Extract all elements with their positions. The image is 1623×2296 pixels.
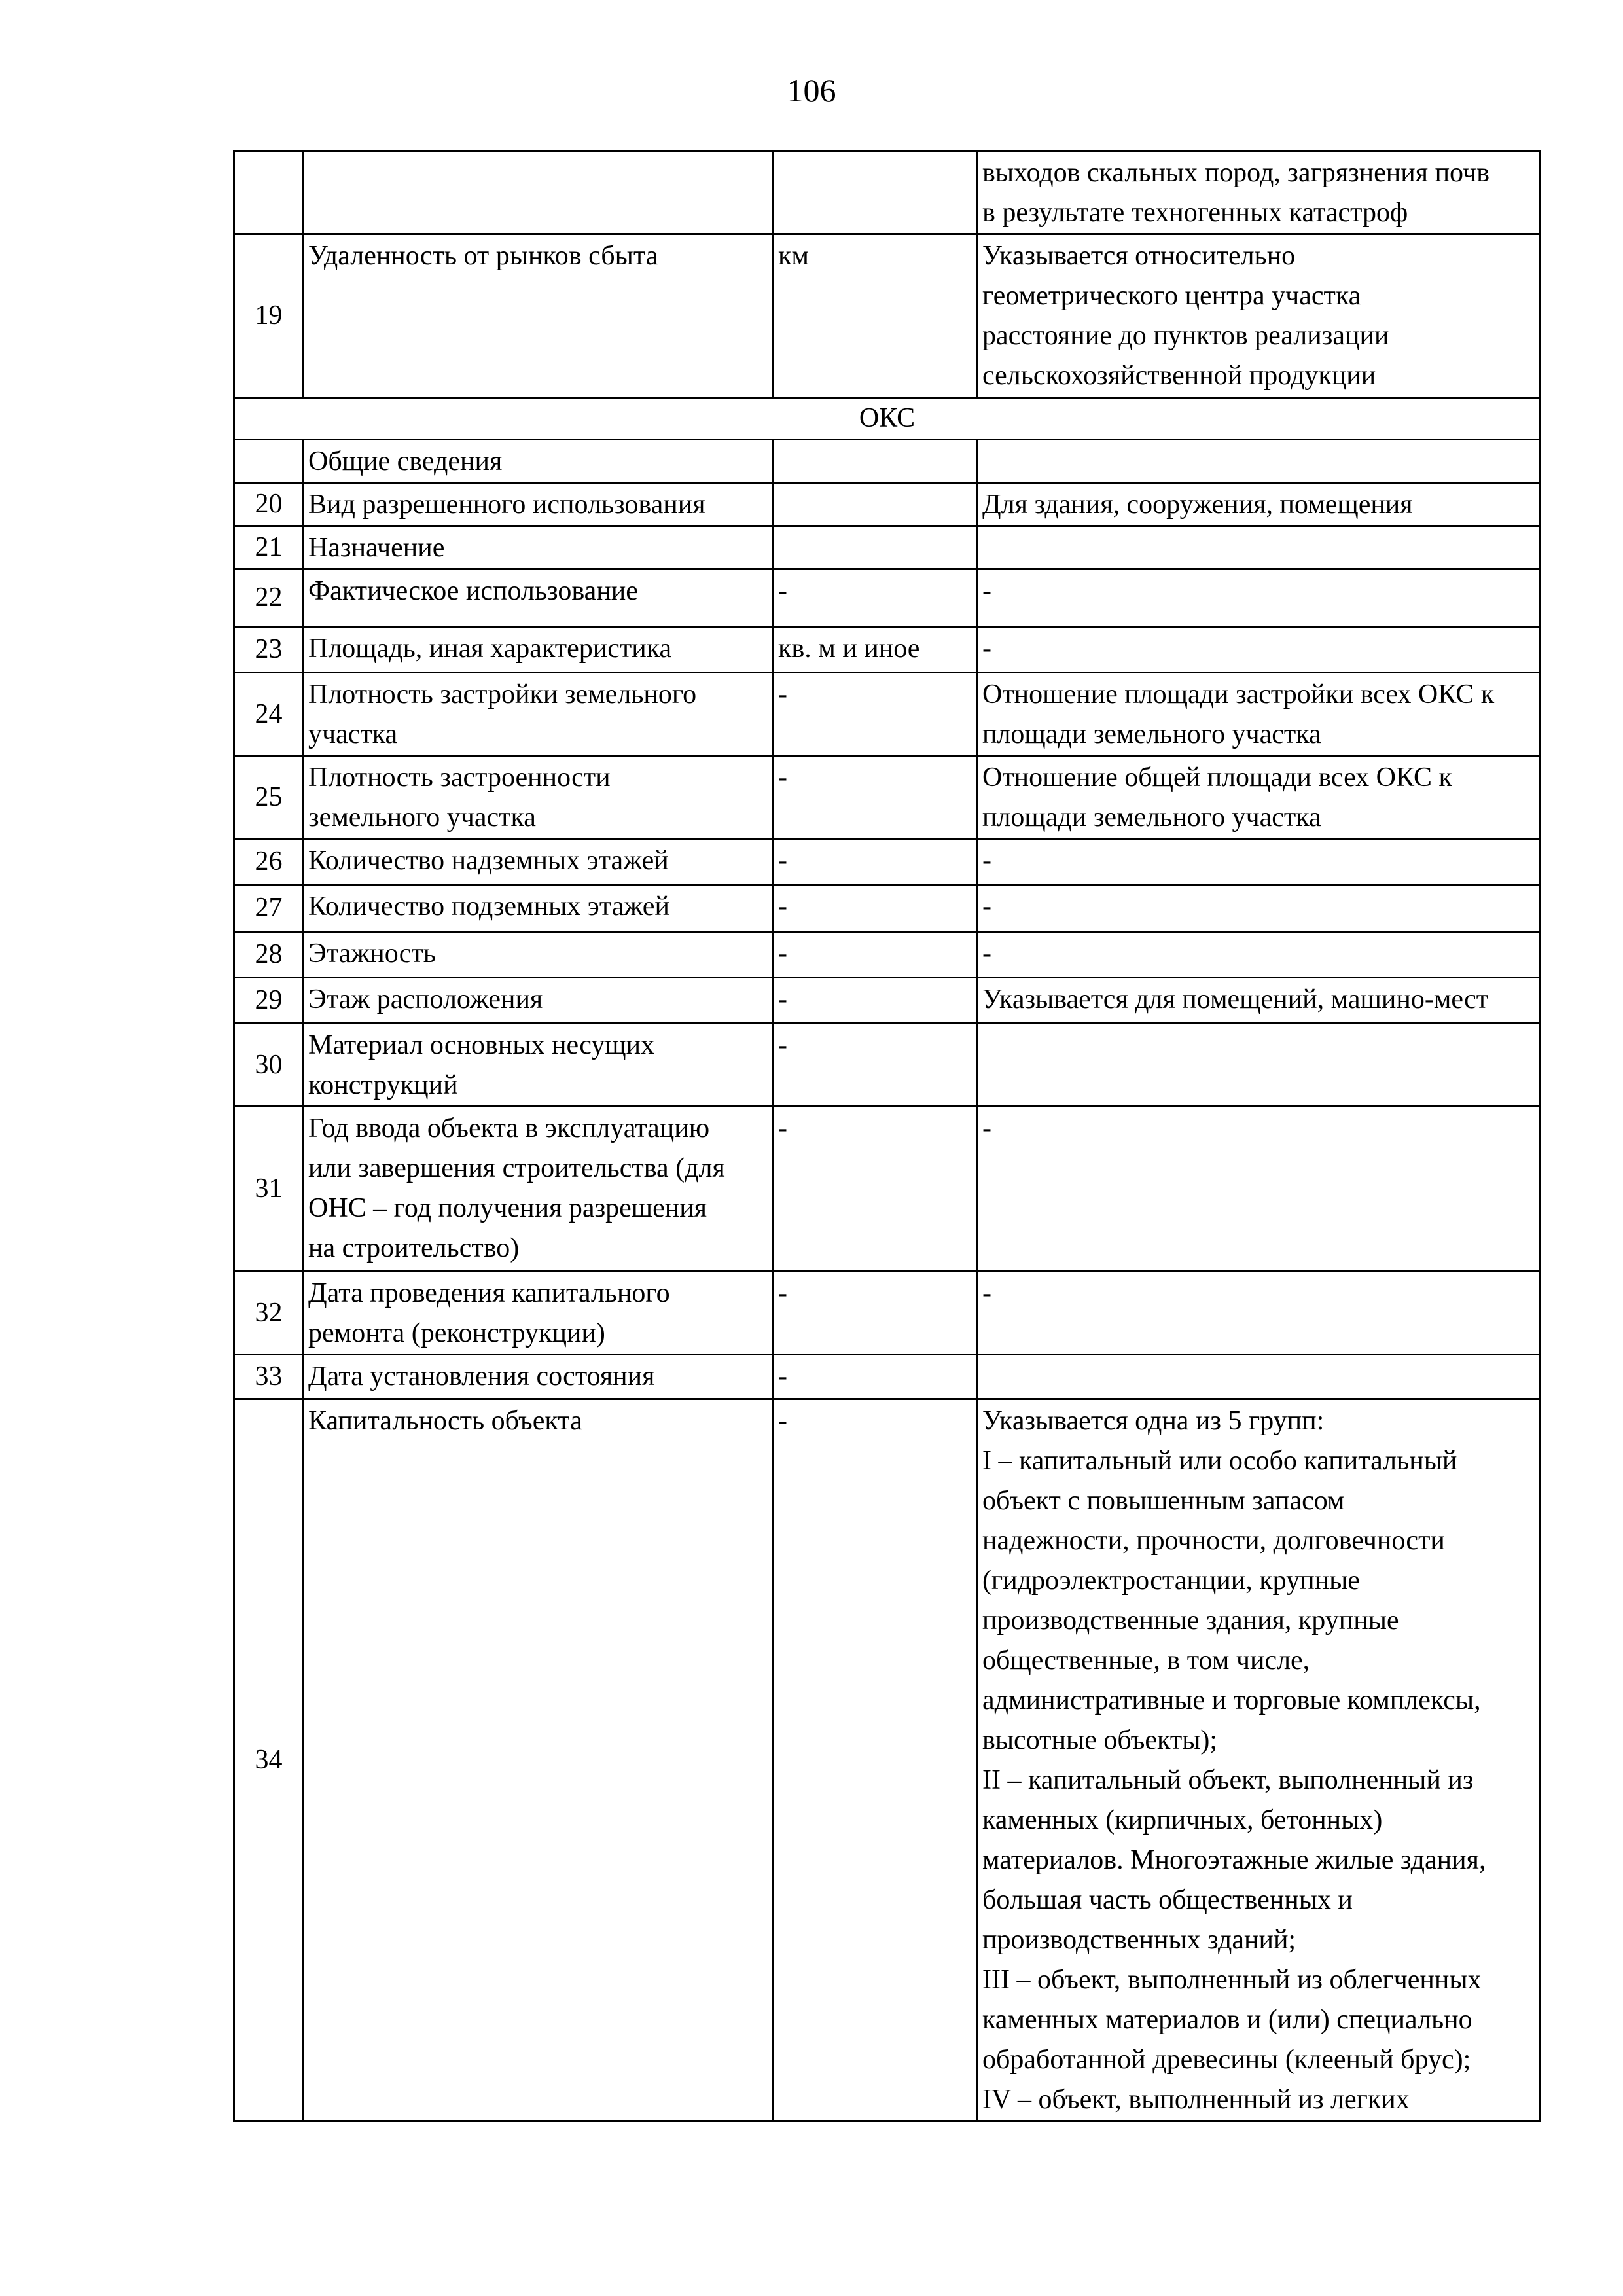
row-note: Отношение площади застройки всех ОКС к площади земельного участка	[978, 673, 1541, 756]
row-name: Дата проведения капитального ремонта (реконструкции)	[304, 1272, 774, 1355]
row-unit: -	[774, 1107, 978, 1272]
row-note	[978, 440, 1541, 483]
row-number: 28	[234, 932, 304, 978]
section-header-row	[234, 398, 1541, 440]
row-unit: -	[774, 673, 978, 756]
row-name: Назначение	[304, 526, 774, 569]
table-row	[234, 569, 1541, 627]
row-unit: -	[774, 1399, 978, 2121]
row-number: 24	[234, 673, 304, 756]
row-name: Этаж расположения	[304, 978, 774, 1024]
row-number: 19	[234, 234, 304, 398]
row-name: Общие сведения	[304, 440, 774, 483]
row-name: Год ввода объекта в эксплуатацию или завершения строительства (для ОНС – год получения разрешения на строительство)	[304, 1107, 774, 1272]
row-unit: -	[774, 569, 978, 627]
table-row	[234, 978, 1541, 1024]
table-row	[234, 440, 1541, 483]
row-number	[234, 440, 304, 483]
table-row	[234, 1272, 1541, 1355]
row-note: -	[978, 569, 1541, 627]
row-name: Капитальность объекта	[304, 1399, 774, 2121]
row-unit: -	[774, 1272, 978, 1355]
row-unit	[774, 151, 978, 234]
row-name: Количество подземных этажей	[304, 885, 774, 932]
row-note: Отношение общей площади всех ОКС к площади земельного участка	[978, 756, 1541, 839]
row-unit: -	[774, 839, 978, 885]
row-number: 21	[234, 526, 304, 569]
table-row	[234, 756, 1541, 839]
table-row	[234, 526, 1541, 569]
row-number: 30	[234, 1024, 304, 1107]
table-row	[234, 1024, 1541, 1107]
page-number: 106	[787, 72, 836, 109]
row-unit	[774, 440, 978, 483]
row-note: -	[978, 1272, 1541, 1355]
row-unit: км	[774, 234, 978, 398]
table-row	[234, 1355, 1541, 1399]
row-note: выходов скальных пород, загрязнения почв в результате техногенных катастроф	[978, 151, 1541, 234]
row-number: 31	[234, 1107, 304, 1272]
row-number: 22	[234, 569, 304, 627]
row-number: 33	[234, 1355, 304, 1399]
row-note: -	[978, 885, 1541, 932]
row-number: 25	[234, 756, 304, 839]
row-note: -	[978, 1107, 1541, 1272]
row-number	[234, 151, 304, 234]
row-name: Вид разрешенного использования	[304, 483, 774, 526]
row-number: 27	[234, 885, 304, 932]
row-name: Фактическое использование	[304, 569, 774, 627]
row-name: Этажность	[304, 932, 774, 978]
row-name: Количество надземных этажей	[304, 839, 774, 885]
row-unit	[774, 526, 978, 569]
table-row	[234, 932, 1541, 978]
row-unit	[774, 483, 978, 526]
row-unit: -	[774, 978, 978, 1024]
section-title: ОКС	[234, 398, 1541, 440]
table-row	[234, 627, 1541, 673]
table-row	[234, 234, 1541, 398]
row-unit: -	[774, 1355, 978, 1399]
row-name	[304, 151, 774, 234]
table-row	[234, 1399, 1541, 2121]
table-row	[234, 673, 1541, 756]
row-note	[978, 1355, 1541, 1399]
table-row	[234, 839, 1541, 885]
row-name: Материал основных несущих конструкций	[304, 1024, 774, 1107]
table-row	[234, 1107, 1541, 1272]
row-note: Указывается одна из 5 групп: I – капитальный или особо капитальный объект с повышенным запасом надежности, прочности, долговечности (гидроэлектростанции, крупные производственные здания, крупные общественные, в том числе, административные и торговые комплексы, высотные объекты); II – капитальный объект, выполненный из каменных (кирпичных, бетонных) материалов. Многоэтажные жилые здания, большая часть общественных и производственных зданий; III – объект, выполненный из облегченных каменных материалов и (или) специально обработанной древесины (клееный брус); IV – объект, выполненный из легких	[978, 1399, 1541, 2121]
row-number: 29	[234, 978, 304, 1024]
row-name: Площадь, иная характеристика	[304, 627, 774, 673]
row-number: 20	[234, 483, 304, 526]
row-note	[978, 526, 1541, 569]
row-number: 34	[234, 1399, 304, 2121]
row-name: Плотность застроенности земельного участка	[304, 756, 774, 839]
row-name: Удаленность от рынков сбыта	[304, 234, 774, 398]
table-row	[234, 483, 1541, 526]
row-name: Плотность застройки земельного участка	[304, 673, 774, 756]
table-row	[234, 151, 1541, 234]
row-number: 32	[234, 1272, 304, 1355]
row-unit: кв. м и иное	[774, 627, 978, 673]
row-number: 26	[234, 839, 304, 885]
row-note: -	[978, 627, 1541, 673]
row-name: Дата установления состояния	[304, 1355, 774, 1399]
row-note	[978, 1024, 1541, 1107]
row-unit: -	[774, 1024, 978, 1107]
row-note: Указывается относительно геометрического центра участка расстояние до пунктов реализации сельскохозяйственной продукции	[978, 234, 1541, 398]
attributes-table	[233, 150, 1541, 2122]
row-unit: -	[774, 756, 978, 839]
table-row	[234, 885, 1541, 932]
row-note: -	[978, 932, 1541, 978]
row-note: -	[978, 839, 1541, 885]
row-number: 23	[234, 627, 304, 673]
row-unit: -	[774, 932, 978, 978]
row-note: Указывается для помещений, машино-мест	[978, 978, 1541, 1024]
row-note: Для здания, сооружения, помещения	[978, 483, 1541, 526]
row-unit: -	[774, 885, 978, 932]
